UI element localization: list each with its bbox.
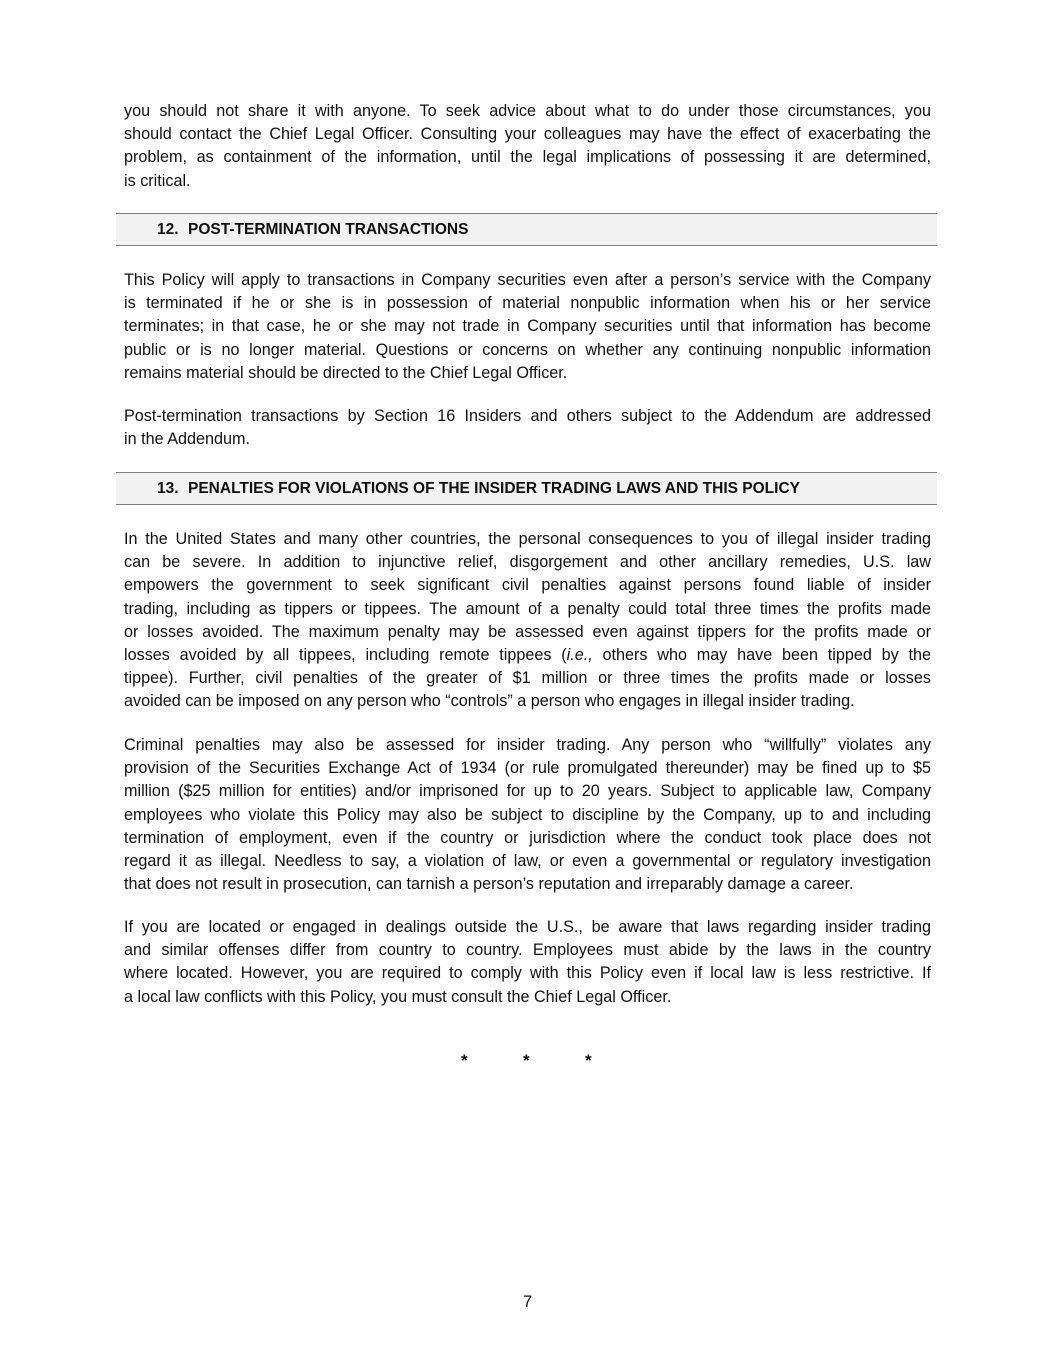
section-number: 12. [157, 221, 179, 238]
text-line: termination of employment, even if the country or jurisdiction where the conduct took place does not [124, 828, 931, 847]
text-line: trading, including as tippers or tippees. The amount of a penalty could total three times the profits made [124, 599, 931, 618]
text-line: provision of the Securities Exchange Act of 1934 (or rule promulgated thereunder) may be fined up to $5 [124, 759, 931, 778]
text-line: remains material should be directed to the Chief Legal Officer. [124, 363, 568, 382]
text-line: million ($25 million for entities) and/or imprisoned for up to 20 years. Subject to applicable law, Company [124, 782, 931, 801]
text-line: If you are located or engaged in dealings outside the U.S., be aware that laws regarding insider trading [124, 918, 931, 936]
text-line: is critical. [124, 171, 191, 190]
text-line: public or is no longer material. Questions or concerns on whether any continuing nonpublic information [124, 340, 931, 359]
text-line: This Policy will apply to transactions in Company securities even after a person’s service with the Company [124, 271, 931, 289]
italic-abbreviation: i.e., [566, 646, 593, 665]
text-line: avoided can be imposed on any person who “controls” a person who engages in illegal insider trading. [124, 692, 855, 711]
asterisk: * [461, 1051, 468, 1070]
text-line: terminates; in that case, he or she may not trade in Company securities until that information has become [124, 317, 931, 336]
section-separator [0, 1051, 1055, 1075]
asterisk: * [585, 1051, 592, 1070]
text-line: in the Addendum. [124, 430, 250, 449]
section-number: 13. [157, 480, 179, 497]
text-line: problem, as containment of the information, until the legal implications of possessing it are determined, [124, 148, 931, 167]
page-number: 7 [522, 1293, 532, 1311]
text-line: should contact the Chief Legal Officer. Consulting your colleagues may have the effect of exacerbating the [124, 125, 931, 144]
text-line: empowers the government to seek significant civil penalties against persons found liable of insider [124, 576, 931, 595]
text-line: Post-termination transactions by Section 16 Insiders and others subject to the Addendum are addressed [124, 407, 931, 425]
text-segment: losses avoided by all tippees, including remote tippees ( [124, 646, 567, 665]
section-13-header [116, 472, 937, 505]
text-line: or losses avoided. The maximum penalty may be assessed even against tippers for the profits made or [124, 622, 931, 641]
text-line: In the United States and many other countries, the personal consequences to you of illegal insider trading [124, 530, 931, 548]
text-line: employees who violate this Policy may also be subject to discipline by the Company, up to and including [124, 805, 931, 824]
section-12-paragraph-2 [124, 405, 931, 451]
section-13-paragraph-2 [124, 734, 931, 896]
section-13-paragraph-3 [124, 916, 931, 1009]
section-13-paragraph-1 [124, 528, 931, 714]
text-line: and similar offenses differ from country to country. Employees must abide by the laws in the country [124, 941, 931, 960]
text-line: Criminal penalties may also be assessed for insider trading. Any person who “willfully” violates any [124, 736, 931, 754]
text-line: where located. However, you are required to comply with this Policy even if local law is less restrictive. If [124, 964, 931, 983]
asterisk: * [523, 1051, 530, 1070]
section-12-header [116, 213, 937, 246]
section-title: PENALTIES FOR VIOLATIONS OF THE INSIDER TRADING LAWS AND THIS POLICY [188, 480, 800, 497]
text-line [124, 644, 931, 667]
text-line: regard it as illegal. Needless to say, a violation of law, or even a governmental or regulatory investigation [124, 852, 931, 871]
text-line: a local law conflicts with this Policy, you must consult the Chief Legal Officer. [124, 987, 672, 1006]
text-line: is terminated if he or she is in possession of material nonpublic information when his or her service [124, 294, 931, 313]
text-line: can be severe. In addition to injunctive relief, disgorgement and other ancillary remedies, U.S. law [124, 553, 931, 572]
section-title: POST-TERMINATION TRANSACTIONS [188, 221, 469, 238]
text-line: you should not share it with anyone. To seek advice about what to do under those circumstances, you [124, 102, 931, 120]
section-12-paragraph-1 [124, 269, 931, 385]
text-line: that does not result in prosecution, can tarnish a person’s reputation and irreparably damage a career. [124, 875, 854, 894]
text-line: tippee). Further, civil penalties of the greater of $1 million or three times the profits made or losses [124, 669, 931, 688]
intro-paragraph [124, 100, 931, 193]
text-segment: others who may have been tipped by the [592, 646, 932, 665]
